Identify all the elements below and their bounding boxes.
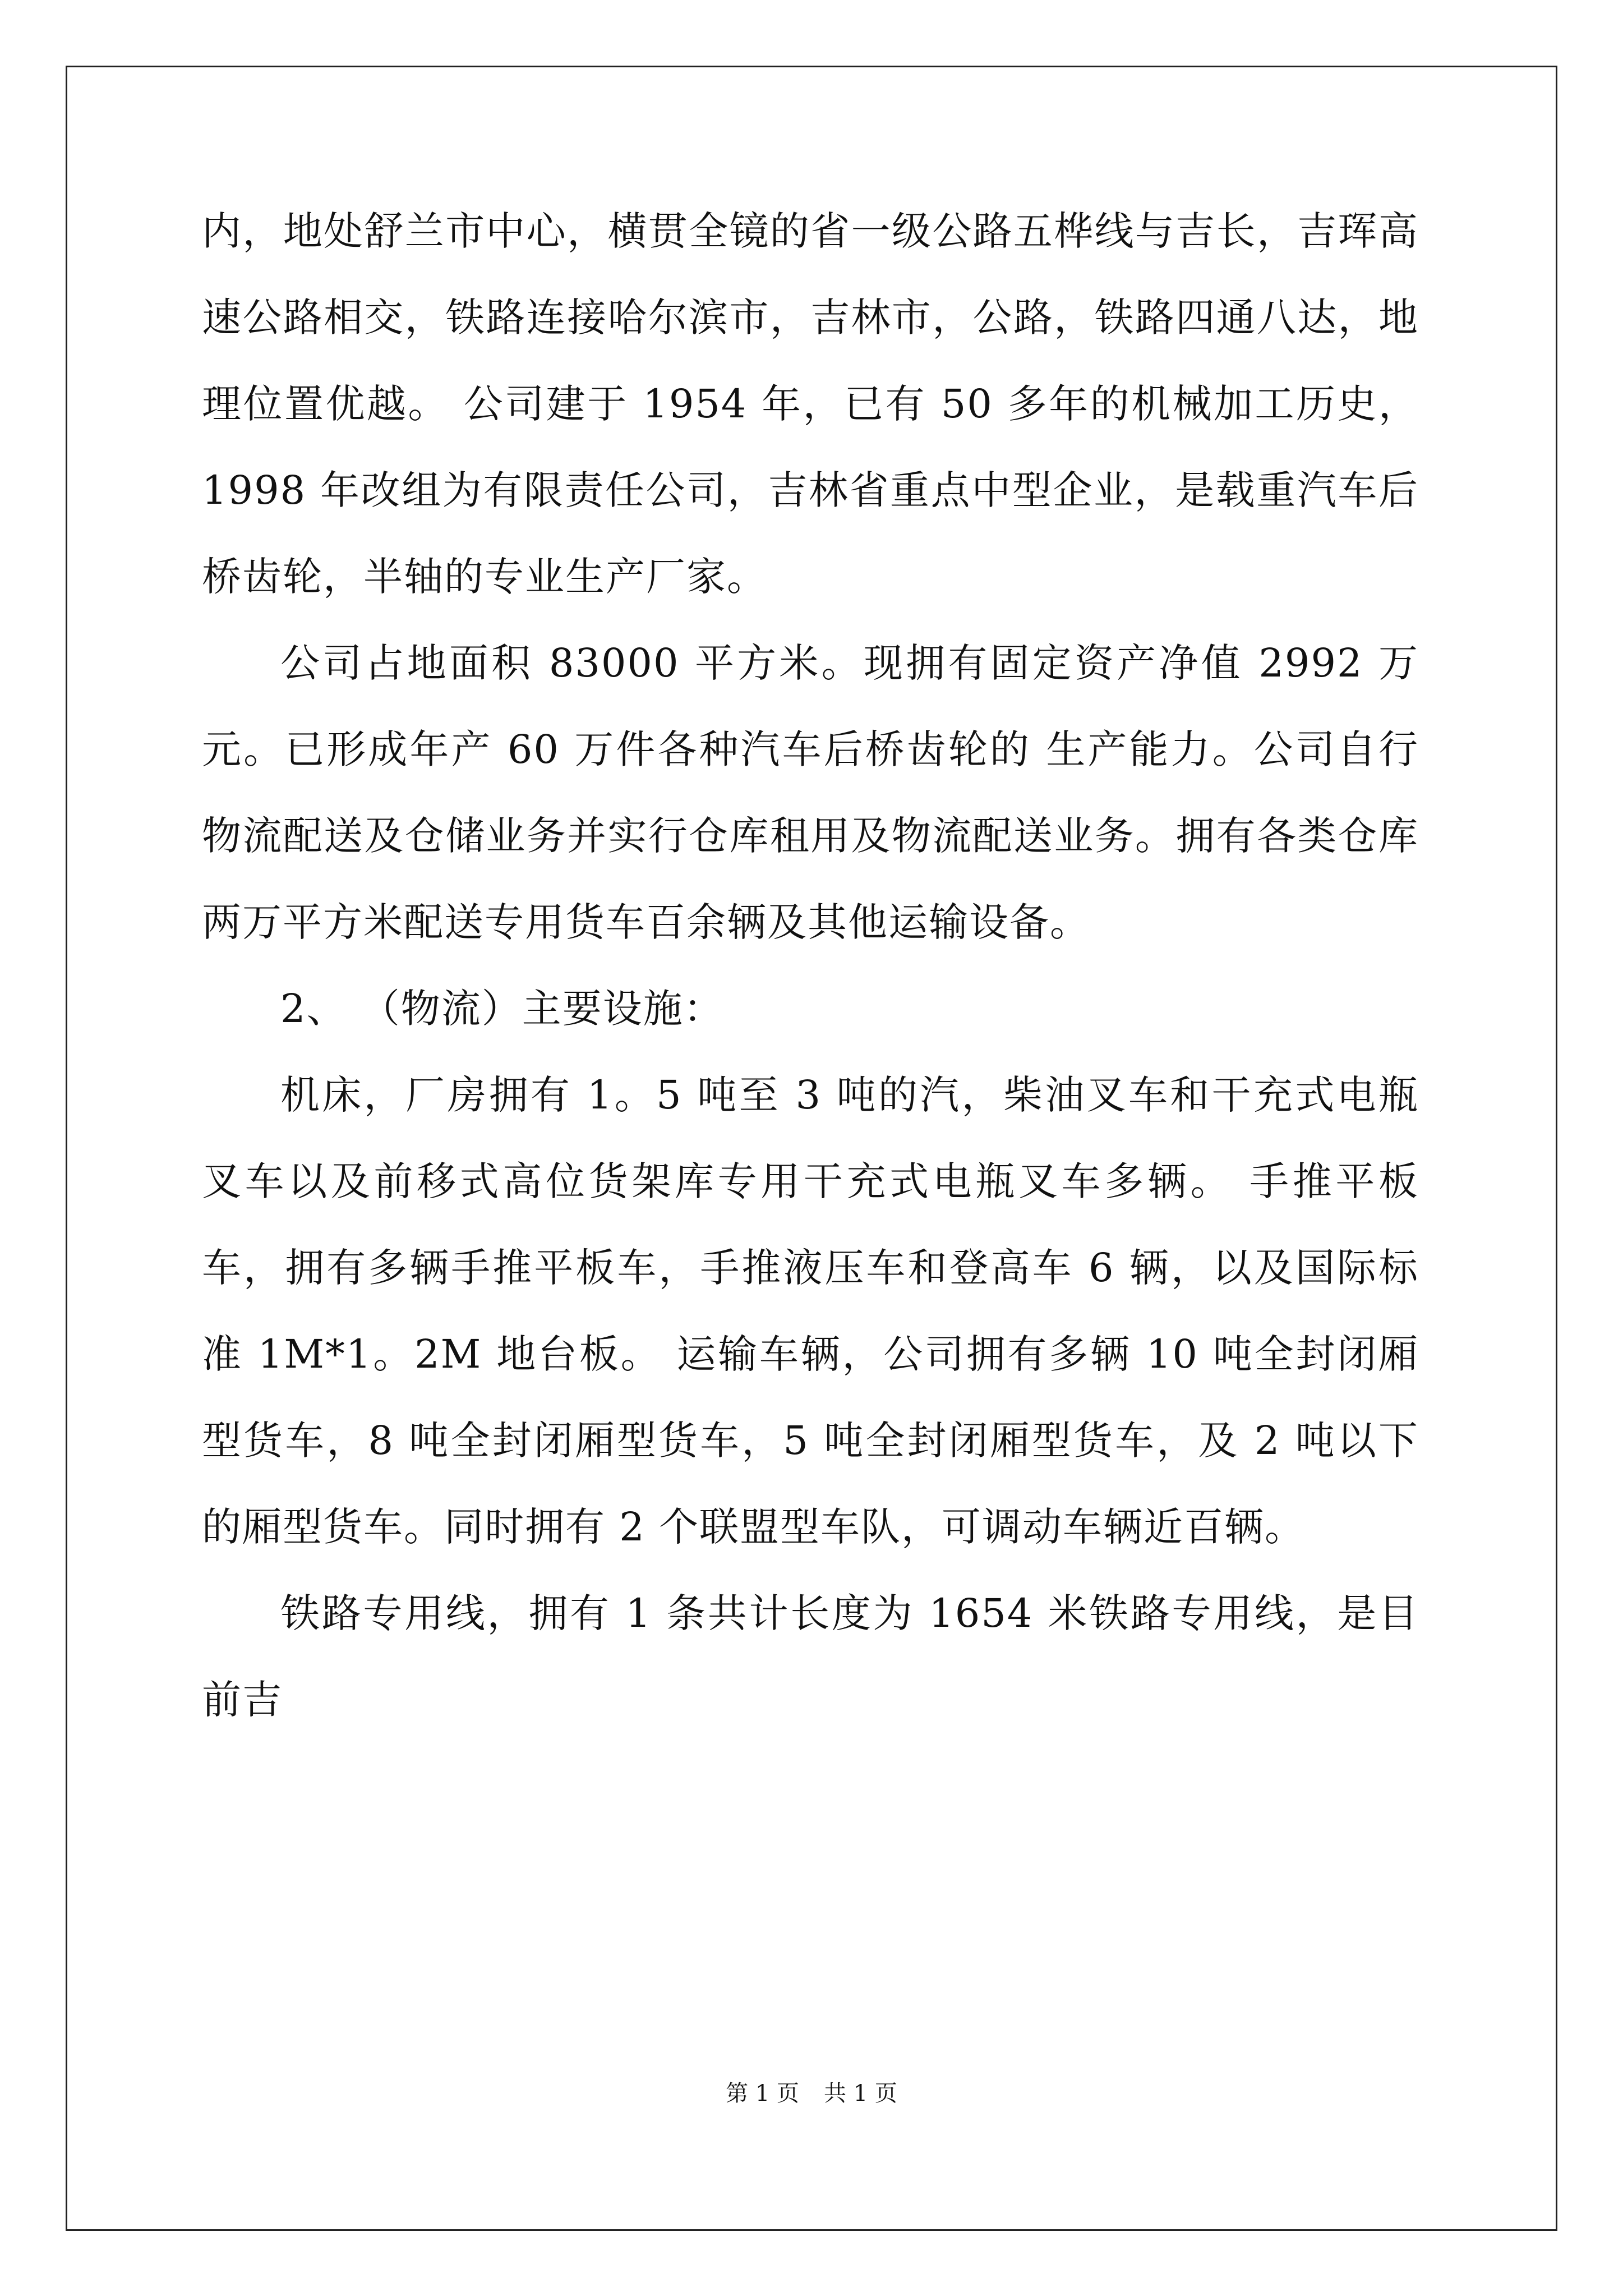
paragraph-railway-line: 铁路专用线，拥有 1 条共计长度为 1654 米铁路专用线，是目前吉 bbox=[202, 1590, 1419, 1723]
paragraph-location: 内，地处舒兰市中心，横贯全镜的省一级公路五桦线与吉长，吉珲高速公路相交，铁路连接哈尔滨市，吉林市，公路，铁路四通八达，地理位置优越。 公司建于 1954 年，已有 50 多年的机械加工历史，1998 年改组为有限责任公司，吉林省重点中型企业，是载重汽车后桥齿轮，半轴的专业生产厂家。 bbox=[202, 208, 1419, 600]
paragraph-equipment-vehicles: 机床，厂房拥有 1。5 吨至 3 吨的汽，柴油叉车和干充式电瓶叉车以及前移式高位货架库专用干充式电瓶叉车多辆。 手推平板车，拥有多辆手推平板车，手推液压车和登高车 6 辆，以及国际标准 1M*1。2M 地台板。 运输车辆，公司拥有多辆 10 吨全封闭厢型货车，8 吨全封闭厢型货车，5 吨全封闭厢型货车，及 2 吨以下的厢型货车。同时拥有 2 个联盟型车队，可调动车辆近百辆。 bbox=[202, 1072, 1419, 1550]
document-body bbox=[202, 188, 1419, 1743]
paragraph-company-assets: 公司占地面积 83000 平方米。现拥有固定资产净值 2992 万元。已形成年产 60 万件各种汽车后桥齿轮的 生产能力。公司自行物流配送及仓储业务并实行仓库租用及物流配送业务。拥有各类仓库两万平方米配送专用货车百余辆及其他运输设备。 bbox=[202, 640, 1419, 945]
page-footer bbox=[0, 2076, 1623, 2108]
section-heading-logistics-facilities: 2、 （物流）主要设施： bbox=[280, 986, 724, 1032]
page-number: 第 1 页 bbox=[726, 2081, 799, 2106]
page-total: 共 1 页 bbox=[824, 2081, 897, 2106]
